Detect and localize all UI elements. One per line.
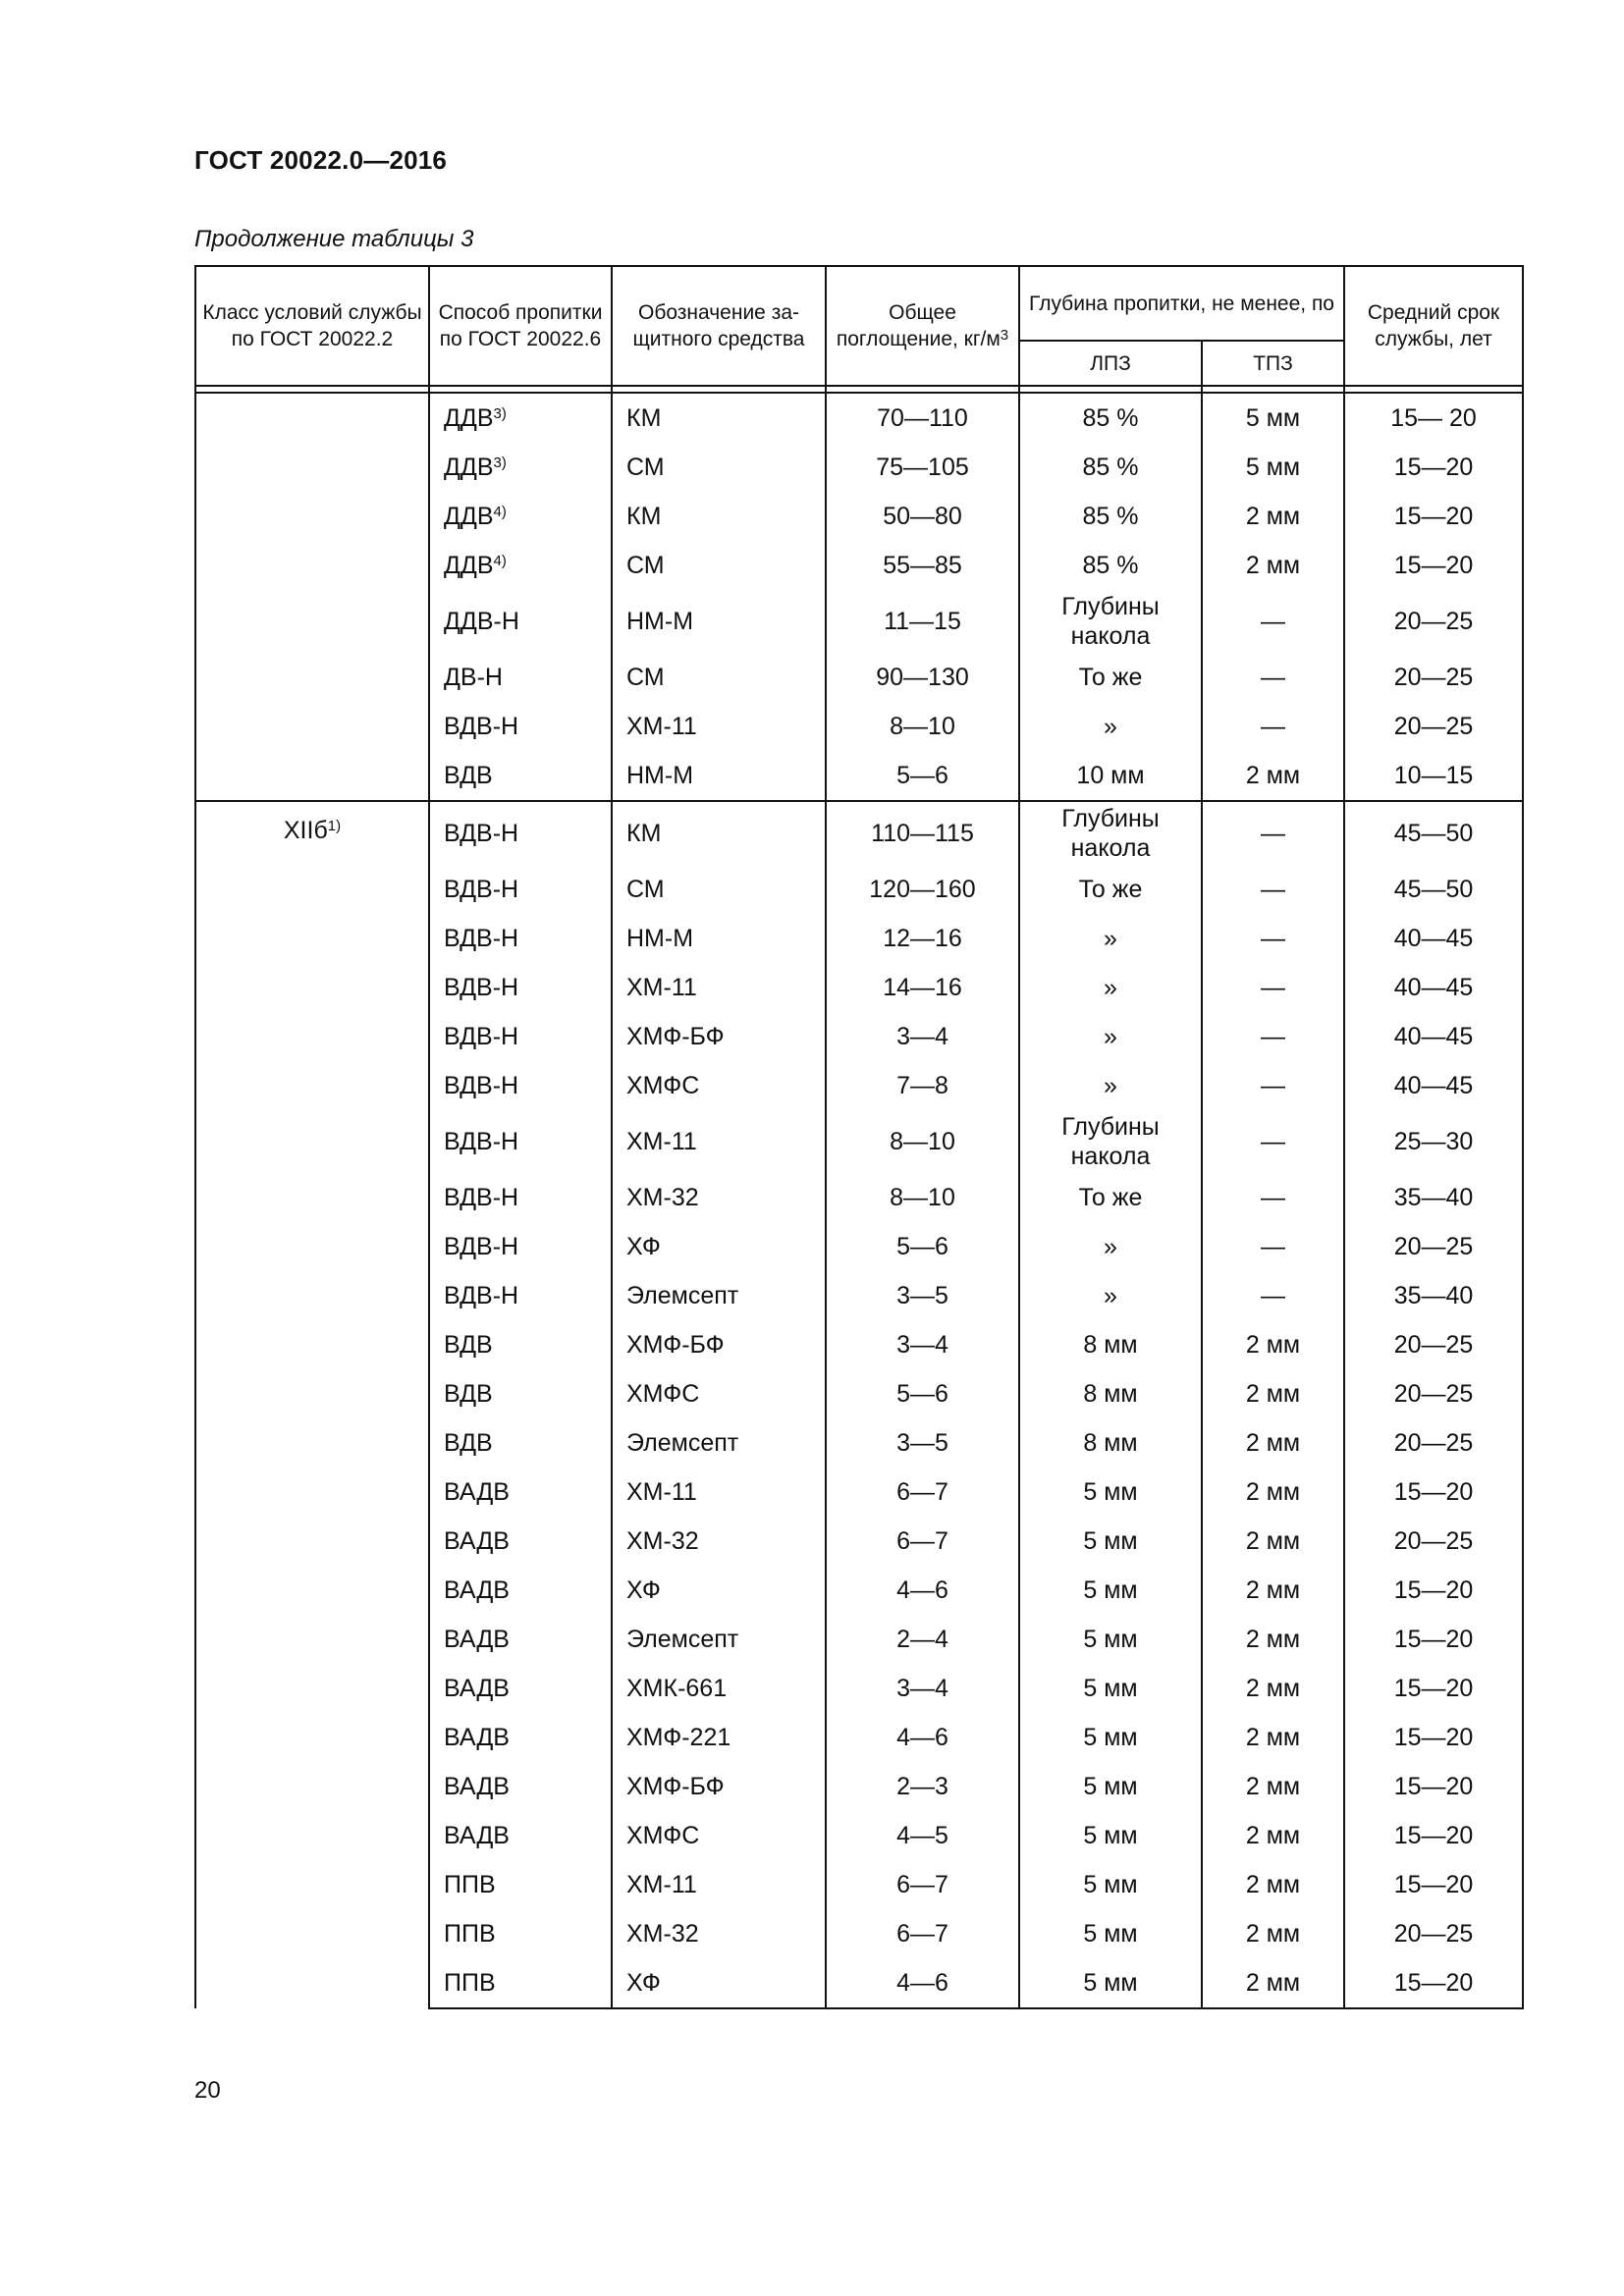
cell-pogloshchenie: 120—160 xyxy=(826,865,1019,914)
cell-lpz: 5 мм xyxy=(1019,1860,1202,1909)
cell-tpz: 2 мм xyxy=(1202,1369,1344,1418)
header-separator xyxy=(195,386,1523,393)
cell-sposob-footnote: 3) xyxy=(493,405,507,422)
cell-tpz: — xyxy=(1202,1173,1344,1222)
cell-oboznachenie: КМ xyxy=(612,801,826,865)
cell-sposob xyxy=(429,751,612,801)
cell-lpz: То же xyxy=(1019,653,1202,702)
header-pogloshchenie xyxy=(826,266,1019,386)
header-klass: Класс условий службы по ГОСТ 20022.2 xyxy=(195,266,429,386)
header-sposob: Способ пропитки по ГОСТ 20022.6 xyxy=(429,266,612,386)
cell-sposob xyxy=(429,1517,612,1566)
table-header xyxy=(195,266,1523,386)
cell-tpz: — xyxy=(1202,1222,1344,1271)
header-tpz: ТПЗ xyxy=(1202,341,1344,386)
cell-oboznachenie: СМ xyxy=(612,865,826,914)
header-srok: Средний срок службы, лет xyxy=(1344,266,1523,386)
table-row xyxy=(195,801,1523,865)
cell-klass-footnote: 1) xyxy=(327,818,342,834)
cell-srok: 20—25 xyxy=(1344,1320,1523,1369)
cell-pogloshchenie: 3—4 xyxy=(826,1012,1019,1061)
cell-tpz: — xyxy=(1202,653,1344,702)
cell-pogloshchenie: 6—7 xyxy=(826,1517,1019,1566)
cell-pogloshchenie: 4—6 xyxy=(826,1958,1019,2008)
cell-oboznachenie: ХМФС xyxy=(612,1369,826,1418)
cell-sposob xyxy=(429,1958,612,2008)
cell-srok: 25—30 xyxy=(1344,1110,1523,1173)
cell-sposob-text: ВДВ xyxy=(444,1380,493,1408)
cell-oboznachenie: ХМ-11 xyxy=(612,1468,826,1517)
cell-sposob-text: ВДВ-Н xyxy=(444,876,519,903)
cell-pogloshchenie: 6—7 xyxy=(826,1468,1019,1517)
cell-lpz: 5 мм xyxy=(1019,1762,1202,1811)
cell-klass xyxy=(195,393,429,801)
cell-srok: 15—20 xyxy=(1344,541,1523,590)
cell-tpz: 2 мм xyxy=(1202,1517,1344,1566)
cell-srok: 15—20 xyxy=(1344,1762,1523,1811)
cell-sposob-text: ППВ xyxy=(444,1969,496,1997)
cell-srok: 20—25 xyxy=(1344,1222,1523,1271)
separator-cell xyxy=(429,386,612,393)
cell-pogloshchenie: 6—7 xyxy=(826,1909,1019,1958)
cell-tpz: 2 мм xyxy=(1202,1418,1344,1468)
cell-sposob xyxy=(429,1909,612,1958)
cell-sposob-text: ВДВ-Н xyxy=(444,974,519,1001)
cell-oboznachenie: ХФ xyxy=(612,1958,826,2008)
cell-lpz: 85 % xyxy=(1019,492,1202,541)
cell-tpz: 2 мм xyxy=(1202,751,1344,801)
cell-tpz: 2 мм xyxy=(1202,1909,1344,1958)
cell-oboznachenie: ХМ-32 xyxy=(612,1173,826,1222)
cell-oboznachenie: Элемсепт xyxy=(612,1418,826,1468)
cell-sposob xyxy=(429,1271,612,1320)
cell-klass-text: XIIб xyxy=(283,817,328,844)
cell-sposob xyxy=(429,1061,612,1110)
cell-tpz: — xyxy=(1202,590,1344,653)
cell-lpz: 5 мм xyxy=(1019,1615,1202,1664)
cell-srok: 15—20 xyxy=(1344,1468,1523,1517)
cell-lpz: 85 % xyxy=(1019,393,1202,443)
cell-sposob-text: ППВ xyxy=(444,1920,496,1948)
cell-pogloshchenie: 50—80 xyxy=(826,492,1019,541)
cell-oboznachenie: ХМ-11 xyxy=(612,1110,826,1173)
cell-oboznachenie: Элемсепт xyxy=(612,1271,826,1320)
cell-sposob-text: ВДВ-Н xyxy=(444,713,519,740)
cell-srok: 45—50 xyxy=(1344,865,1523,914)
cell-tpz: 2 мм xyxy=(1202,492,1344,541)
cell-pogloshchenie: 110—115 xyxy=(826,801,1019,865)
cell-oboznachenie: ХМ-32 xyxy=(612,1517,826,1566)
cell-pogloshchenie: 4—6 xyxy=(826,1566,1019,1615)
cell-tpz: 5 мм xyxy=(1202,393,1344,443)
cell-srok: 20—25 xyxy=(1344,590,1523,653)
cell-sposob xyxy=(429,1713,612,1762)
cell-sposob-text: ДДВ-Н xyxy=(444,608,519,635)
cell-sposob-text: ВДВ-Н xyxy=(444,925,519,952)
cell-srok: 15—20 xyxy=(1344,1566,1523,1615)
cell-sposob-text: ВАДВ xyxy=(444,1822,510,1849)
cell-pogloshchenie: 55—85 xyxy=(826,541,1019,590)
cell-lpz: 85 % xyxy=(1019,443,1202,492)
separator-cell xyxy=(195,386,429,393)
cell-sposob-footnote: 3) xyxy=(493,454,507,471)
cell-pogloshchenie: 5—6 xyxy=(826,751,1019,801)
cell-sposob-text: ДДВ xyxy=(444,503,494,530)
cell-lpz: » xyxy=(1019,1012,1202,1061)
cell-oboznachenie: ХМФ-БФ xyxy=(612,1762,826,1811)
cell-srok: 15—20 xyxy=(1344,1664,1523,1713)
cell-srok: 40—45 xyxy=(1344,1012,1523,1061)
cell-lpz: Глубины накола xyxy=(1019,801,1202,865)
cell-sposob xyxy=(429,1762,612,1811)
document-title: ГОСТ 20022.0—2016 xyxy=(194,145,448,175)
cell-sposob xyxy=(429,1012,612,1061)
cell-tpz: 2 мм xyxy=(1202,1566,1344,1615)
cell-srok: 20—25 xyxy=(1344,1517,1523,1566)
cell-pogloshchenie: 90—130 xyxy=(826,653,1019,702)
cell-srok: 35—40 xyxy=(1344,1271,1523,1320)
cell-srok: 20—25 xyxy=(1344,653,1523,702)
header-glubina: Глубина пропитки, не менее, по xyxy=(1019,266,1344,341)
cell-oboznachenie: КМ xyxy=(612,393,826,443)
cell-sposob xyxy=(429,1811,612,1860)
cell-tpz: 2 мм xyxy=(1202,541,1344,590)
cell-tpz: 2 мм xyxy=(1202,1320,1344,1369)
cell-sposob xyxy=(429,801,612,865)
cell-oboznachenie: НМ-М xyxy=(612,914,826,963)
cell-sposob xyxy=(429,865,612,914)
cell-pogloshchenie: 2—4 xyxy=(826,1615,1019,1664)
cell-lpz: » xyxy=(1019,914,1202,963)
cell-lpz: 5 мм xyxy=(1019,1958,1202,2008)
cell-oboznachenie: ХМК-661 xyxy=(612,1664,826,1713)
cell-oboznachenie: КМ xyxy=(612,492,826,541)
cell-lpz: 8 мм xyxy=(1019,1418,1202,1468)
cell-pogloshchenie: 3—4 xyxy=(826,1664,1019,1713)
page-number: 20 xyxy=(194,2077,221,2104)
cell-tpz: — xyxy=(1202,1061,1344,1110)
cell-sposob xyxy=(429,1860,612,1909)
cell-srok: 15—20 xyxy=(1344,1713,1523,1762)
cell-tpz: 2 мм xyxy=(1202,1811,1344,1860)
cell-sposob xyxy=(429,443,612,492)
cell-sposob-text: ВДВ-Н xyxy=(444,820,519,847)
cell-tpz: 2 мм xyxy=(1202,1762,1344,1811)
table-caption: Продолжение таблицы 3 xyxy=(194,226,474,252)
cell-srok: 15—20 xyxy=(1344,1958,1523,2008)
cell-lpz: Глубины накола xyxy=(1019,1110,1202,1173)
separator-cell xyxy=(1019,386,1202,393)
cell-tpz: — xyxy=(1202,801,1344,865)
cell-pogloshchenie: 3—5 xyxy=(826,1418,1019,1468)
cell-oboznachenie: НМ-М xyxy=(612,590,826,653)
cell-lpz: То же xyxy=(1019,1173,1202,1222)
cell-oboznachenie: ХМ-11 xyxy=(612,963,826,1012)
cell-oboznachenie: ХМФС xyxy=(612,1811,826,1860)
cell-sposob xyxy=(429,1173,612,1222)
cell-sposob xyxy=(429,1664,612,1713)
cell-pogloshchenie: 8—10 xyxy=(826,702,1019,751)
cell-sposob-footnote: 4) xyxy=(493,553,507,569)
cell-lpz: 8 мм xyxy=(1019,1320,1202,1369)
cell-sposob-text: ВАДВ xyxy=(444,1626,510,1653)
cell-lpz: » xyxy=(1019,1061,1202,1110)
cell-sposob-text: ВДВ xyxy=(444,1429,493,1457)
cell-sposob-text: ВАДВ xyxy=(444,1675,510,1702)
cell-oboznachenie: СМ xyxy=(612,443,826,492)
cell-lpz: Глубины накола xyxy=(1019,590,1202,653)
cell-srok: 15—20 xyxy=(1344,1860,1523,1909)
cell-lpz: 5 мм xyxy=(1019,1664,1202,1713)
cell-tpz: — xyxy=(1202,1271,1344,1320)
cell-sposob-text: ВАДВ xyxy=(444,1576,510,1604)
cell-pogloshchenie: 3—4 xyxy=(826,1320,1019,1369)
table-row xyxy=(195,393,1523,443)
cell-oboznachenie: ХМФ-221 xyxy=(612,1713,826,1762)
cell-lpz: » xyxy=(1019,1271,1202,1320)
cell-srok: 20—25 xyxy=(1344,1418,1523,1468)
separator-cell xyxy=(1344,386,1523,393)
cell-sposob xyxy=(429,1615,612,1664)
cell-pogloshchenie: 70—110 xyxy=(826,393,1019,443)
cell-srok: 40—45 xyxy=(1344,963,1523,1012)
cell-tpz: — xyxy=(1202,963,1344,1012)
cell-oboznachenie: ХМ-11 xyxy=(612,702,826,751)
cell-sposob xyxy=(429,914,612,963)
cell-lpz: То же xyxy=(1019,865,1202,914)
cell-lpz: 85 % xyxy=(1019,541,1202,590)
separator-cell xyxy=(612,386,826,393)
cell-srok: 15—20 xyxy=(1344,1615,1523,1664)
cell-oboznachenie: ХМ-11 xyxy=(612,1860,826,1909)
cell-pogloshchenie: 6—7 xyxy=(826,1860,1019,1909)
cell-lpz: » xyxy=(1019,702,1202,751)
cell-pogloshchenie: 5—6 xyxy=(826,1369,1019,1418)
cell-srok: 10—15 xyxy=(1344,751,1523,801)
cell-lpz: 10 мм xyxy=(1019,751,1202,801)
cell-oboznachenie: ХФ xyxy=(612,1566,826,1615)
cell-sposob-text: ППВ xyxy=(444,1871,496,1898)
cell-sposob xyxy=(429,1369,612,1418)
cell-sposob-text: ВДВ-Н xyxy=(444,1128,519,1155)
cell-tpz: 2 мм xyxy=(1202,1860,1344,1909)
cell-pogloshchenie: 4—5 xyxy=(826,1811,1019,1860)
cell-tpz: 5 мм xyxy=(1202,443,1344,492)
cell-srok: 40—45 xyxy=(1344,914,1523,963)
cell-sposob xyxy=(429,541,612,590)
cell-sposob-text: ВАДВ xyxy=(444,1527,510,1555)
header-oboznachenie: Обозначение за- щитного средства xyxy=(612,266,826,386)
cell-lpz: 5 мм xyxy=(1019,1909,1202,1958)
cell-srok: 15—20 xyxy=(1344,492,1523,541)
cell-sposob xyxy=(429,492,612,541)
cell-pogloshchenie: 7—8 xyxy=(826,1061,1019,1110)
cell-oboznachenie: ХМФС xyxy=(612,1061,826,1110)
cell-srok: 45—50 xyxy=(1344,801,1523,865)
cell-sposob-text: ВАДВ xyxy=(444,1724,510,1751)
cell-sposob xyxy=(429,702,612,751)
cell-tpz: — xyxy=(1202,1110,1344,1173)
header-pogloshchenie-text: Общее поглощение, кг/м xyxy=(836,301,1001,350)
cell-tpz: — xyxy=(1202,865,1344,914)
cell-lpz: 5 мм xyxy=(1019,1517,1202,1566)
cell-tpz: — xyxy=(1202,702,1344,751)
cell-oboznachenie: СМ xyxy=(612,653,826,702)
cell-lpz: 5 мм xyxy=(1019,1811,1202,1860)
separator-cell xyxy=(1202,386,1344,393)
cell-sposob-text: ВДВ xyxy=(444,1331,493,1359)
cell-pogloshchenie: 3—5 xyxy=(826,1271,1019,1320)
cell-oboznachenie: ХМФ-БФ xyxy=(612,1320,826,1369)
cell-klass xyxy=(195,801,429,2008)
cell-sposob xyxy=(429,1110,612,1173)
cell-srok: 20—25 xyxy=(1344,702,1523,751)
cell-oboznachenie: ХФ xyxy=(612,1222,826,1271)
header-pogloshchenie-sup: 3 xyxy=(1000,327,1009,344)
cell-pogloshchenie: 75—105 xyxy=(826,443,1019,492)
cell-sposob xyxy=(429,590,612,653)
cell-sposob-text: ВАДВ xyxy=(444,1478,510,1506)
cell-tpz: 2 мм xyxy=(1202,1713,1344,1762)
cell-pogloshchenie: 14—16 xyxy=(826,963,1019,1012)
cell-srok: 20—25 xyxy=(1344,1909,1523,1958)
cell-oboznachenie: ХМФ-БФ xyxy=(612,1012,826,1061)
cell-sposob xyxy=(429,393,612,443)
cell-pogloshchenie: 2—3 xyxy=(826,1762,1019,1811)
cell-tpz: 2 мм xyxy=(1202,1664,1344,1713)
cell-sposob-footnote: 4) xyxy=(493,504,507,520)
cell-sposob-text: ДДВ xyxy=(444,552,494,579)
cell-pogloshchenie: 8—10 xyxy=(826,1110,1019,1173)
cell-sposob-text: ВДВ-Н xyxy=(444,1023,519,1050)
cell-srok: 40—45 xyxy=(1344,1061,1523,1110)
cell-pogloshchenie: 11—15 xyxy=(826,590,1019,653)
cell-tpz: 2 мм xyxy=(1202,1615,1344,1664)
cell-srok: 15— 20 xyxy=(1344,393,1523,443)
cell-oboznachenie: СМ xyxy=(612,541,826,590)
cell-oboznachenie: ХМ-32 xyxy=(612,1909,826,1958)
cell-tpz: 2 мм xyxy=(1202,1468,1344,1517)
cell-tpz: 2 мм xyxy=(1202,1958,1344,2008)
cell-sposob-text: ВДВ xyxy=(444,762,493,789)
cell-lpz: 8 мм xyxy=(1019,1369,1202,1418)
cell-sposob-text: ВДВ-Н xyxy=(444,1072,519,1099)
cell-sposob-text: ВДВ-Н xyxy=(444,1282,519,1309)
cell-tpz: — xyxy=(1202,1012,1344,1061)
cell-sposob-text: ВАДВ xyxy=(444,1773,510,1800)
cell-oboznachenie: НМ-М xyxy=(612,751,826,801)
cell-lpz: » xyxy=(1019,1222,1202,1271)
cell-srok: 35—40 xyxy=(1344,1173,1523,1222)
cell-lpz: 5 мм xyxy=(1019,1713,1202,1762)
cell-oboznachenie: Элемсепт xyxy=(612,1615,826,1664)
cell-sposob xyxy=(429,1320,612,1369)
cell-pogloshchenie: 12—16 xyxy=(826,914,1019,963)
cell-lpz: » xyxy=(1019,963,1202,1012)
cell-pogloshchenie: 8—10 xyxy=(826,1173,1019,1222)
cell-sposob-text: ВДВ-Н xyxy=(444,1233,519,1260)
cell-sposob xyxy=(429,1468,612,1517)
cell-tpz: — xyxy=(1202,914,1344,963)
cell-srok: 20—25 xyxy=(1344,1369,1523,1418)
impregnation-table xyxy=(194,265,1524,2009)
header-lpz: ЛПЗ xyxy=(1019,341,1202,386)
cell-pogloshchenie: 5—6 xyxy=(826,1222,1019,1271)
cell-sposob-text: ДДВ xyxy=(444,404,494,432)
cell-sposob xyxy=(429,1222,612,1271)
separator-cell xyxy=(826,386,1019,393)
cell-sposob xyxy=(429,653,612,702)
cell-sposob-text: ДВ-Н xyxy=(444,664,503,691)
cell-sposob-text: ВДВ-Н xyxy=(444,1184,519,1211)
cell-lpz: 5 мм xyxy=(1019,1468,1202,1517)
cell-srok: 15—20 xyxy=(1344,1811,1523,1860)
table-body xyxy=(195,386,1523,2008)
cell-sposob xyxy=(429,1566,612,1615)
cell-pogloshchenie: 4—6 xyxy=(826,1713,1019,1762)
cell-sposob-text: ДДВ xyxy=(444,454,494,481)
cell-sposob xyxy=(429,963,612,1012)
cell-sposob xyxy=(429,1418,612,1468)
cell-srok: 15—20 xyxy=(1344,443,1523,492)
cell-lpz: 5 мм xyxy=(1019,1566,1202,1615)
